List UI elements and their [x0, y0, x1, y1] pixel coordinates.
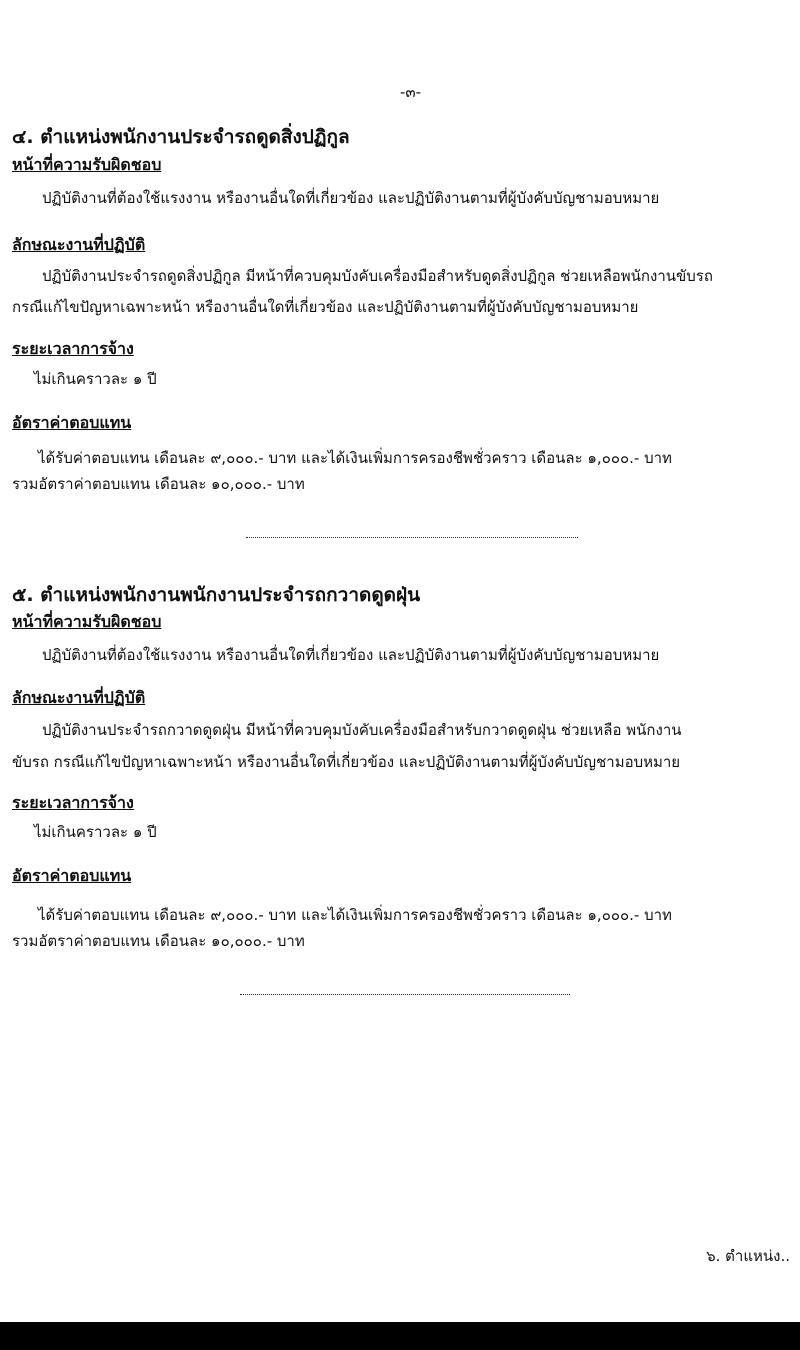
- section-4-term-heading: ระยะเวลาการจ้าง: [12, 339, 134, 358]
- section-5-duties-text: ปฏิบัติงานที่ต้องใช้แรงงาน หรืองานอื่นใดที่เกี่ยวข้อง และปฏิบัติงานตามที่ผู้บังคับบัญชามอบหมาย: [42, 646, 660, 664]
- section-divider: [246, 537, 578, 538]
- section-5-pay-line-1: ได้รับค่าตอบแทน เดือนละ ๙,๐๐๐.- บาท และได้เงินเพิ่มการครองชีพชั่วคราว เดือนละ ๑,๐๐๐.- บาท: [38, 906, 672, 924]
- section-4-duties-text: ปฏิบัติงานที่ต้องใช้แรงงาน หรืองานอื่นใดที่เกี่ยวข้อง และปฏิบัติงานตามที่ผู้บังคับบัญชามอบหมาย: [42, 189, 660, 207]
- section-4-nature-line-2: กรณีแก้ไขปัญหาเฉพาะหน้า หรืองานอื่นใดที่เกี่ยวข้อง และปฏิบัติงานตามที่ผู้บังคับบัญชามอบหมาย: [12, 298, 639, 316]
- section-5-duties-heading: หน้าที่ความรับผิดชอบ: [12, 612, 162, 631]
- section-divider: [240, 994, 570, 995]
- page-number: -๓-: [400, 83, 422, 101]
- section-4-pay-line-1: ได้รับค่าตอบแทน เดือนละ ๙,๐๐๐.- บาท และได้เงินเพิ่มการครองชีพชั่วคราว เดือนละ ๑,๐๐๐.- บาท: [38, 449, 672, 467]
- section-5-nature-heading: ลักษณะงานที่ปฏิบัติ: [12, 688, 146, 707]
- section-4-title: ๔. ตำแหน่งพนักงานประจำรถดูดสิ่งปฏิกูล: [12, 126, 350, 148]
- next-page-continuation: ๖. ตำแหน่ง..: [706, 1247, 790, 1265]
- section-4-nature-heading: ลักษณะงานที่ปฏิบัติ: [12, 235, 146, 254]
- section-5-term-heading: ระยะเวลาการจ้าง: [12, 793, 134, 812]
- section-5-nature-line-1: ปฏิบัติงานประจำรถกวาดดูดฝุ่น มีหน้าที่ควบคุมบังคับเครื่องมือสำหรับกวาดดูดฝุ่น ช่วยเหลือ พนักงาน: [42, 721, 682, 739]
- section-4-duties-heading: หน้าที่ความรับผิดชอบ: [12, 155, 162, 174]
- section-4-pay-heading: อัตราค่าตอบแทน: [12, 413, 132, 432]
- section-4-term-text: ไม่เกินคราวละ ๑ ปี: [34, 370, 157, 388]
- section-5-term-text: ไม่เกินคราวละ ๑ ปี: [34, 823, 157, 841]
- section-4-pay-line-2: รวมอัตราค่าตอบแทน เดือนละ ๑๐,๐๐๐.- บาท: [12, 475, 305, 493]
- section-5-pay-heading: อัตราค่าตอบแทน: [12, 866, 132, 885]
- scan-edge-bar: [0, 1322, 800, 1350]
- section-4-nature-line-1: ปฏิบัติงานประจำรถดูดสิ่งปฏิกูล มีหน้าที่ควบคุมบังคับเครื่องมือสำหรับดูดสิ่งปฏิกูล ช่วยเหลือพนักงานขับรถ: [42, 267, 713, 285]
- section-5-pay-line-2: รวมอัตราค่าตอบแทน เดือนละ ๑๐,๐๐๐.- บาท: [12, 932, 305, 950]
- section-5-title: ๕. ตำแหน่งพนักงานพนักงานประจำรถกวาดดูดฝุ่น: [12, 584, 421, 606]
- section-5-nature-line-2: ขับรถ กรณีแก้ไขปัญหาเฉพาะหน้า หรืองานอื่นใดที่เกี่ยวข้อง และปฏิบัติงานตามที่ผู้บังคับบัญชามอบหมาย: [12, 753, 681, 771]
